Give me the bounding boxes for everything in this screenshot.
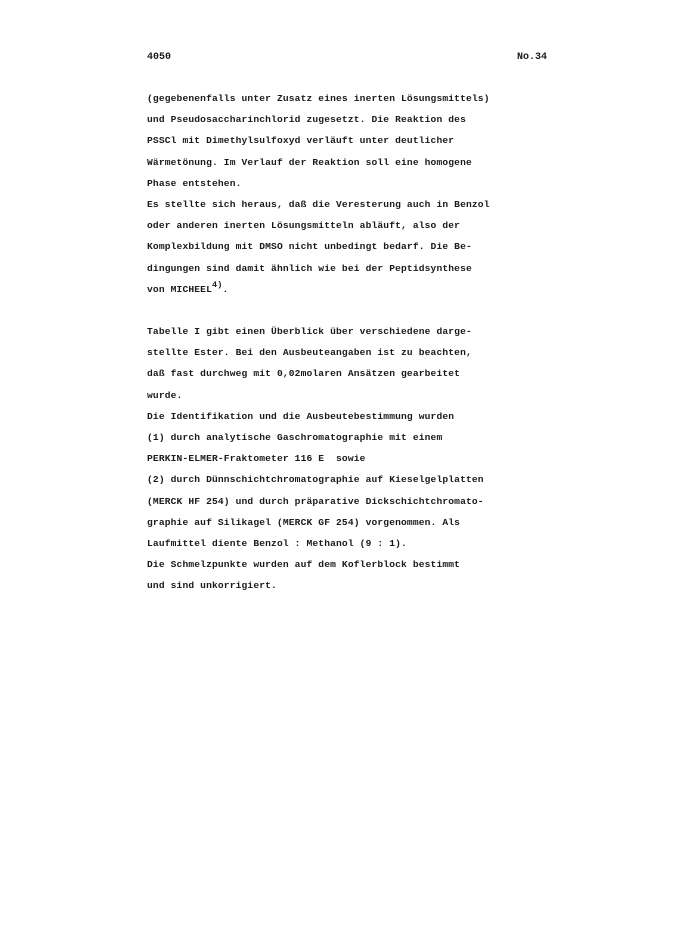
reference-superscript: 4): [211, 279, 223, 290]
text-line: oder anderen inerten Lösungsmitteln abläuft, also der: [147, 220, 461, 232]
page-number: 4050: [147, 52, 172, 63]
text-fragment: von MICHEEL: [147, 283, 212, 295]
text-line: wurde.: [147, 389, 183, 401]
text-line: stellte Ester. Bei den Ausbeuteangaben ist zu beachten,: [147, 347, 472, 359]
text-fragment: .: [222, 283, 229, 295]
text-line-with-reference: [147, 279, 547, 300]
text-line: Es stellte sich heraus, daß die Veresterung auch in Benzol: [147, 198, 490, 210]
paragraph-gap: [147, 300, 547, 321]
text-line: (MERCK HF 254) und durch präparative Dickschichtchromato-: [147, 495, 484, 507]
journal-issue-number: No.34: [516, 52, 547, 63]
text-line: Die Schmelzpunkte wurden auf dem Koflerblock bestimmt: [147, 559, 461, 571]
text-line: (1) durch analytische Gaschromatographie mit einem: [147, 432, 443, 443]
text-line: und sind unkorrigiert.: [147, 580, 277, 592]
text-line: Tabelle I gibt einen Überblick über verschiedene darge-: [147, 326, 472, 338]
text-line: Phase entstehen.: [147, 177, 242, 189]
text-line: Die Identifikation und die Ausbeutebestimmung wurden: [147, 410, 455, 422]
body-text: [147, 88, 547, 597]
text-line: Laufmittel diente Benzol : Methanol (9 : 1).: [147, 537, 407, 549]
text-line: PSSCl mit Dimethylsulfoxyd verläuft unter deutlicher: [147, 135, 455, 147]
text-line: Komplexbildung mit DMSO nicht unbedingt bedarf. Die Be-: [147, 241, 472, 253]
text-line: daß fast durchweg mit 0,02molaren Ansätzen gearbeitet: [147, 368, 461, 380]
text-line: (gegebenenfalls unter Zusatz eines inerten Lösungsmittels): [147, 93, 490, 104]
text-line: PERKIN-ELMER-Fraktometer 116 E sowie: [147, 453, 366, 465]
text-line: graphie auf Silikagel (MERCK GF 254) vorgenommen. Als: [147, 516, 461, 528]
text-line: dingungen sind damit ähnlich wie bei der Peptidsynthese: [147, 262, 472, 274]
text-line: und Pseudosaccharinchlorid zugesetzt. Die Reaktion des: [147, 114, 466, 126]
page-header: [147, 52, 547, 68]
text-line: (2) durch Dünnschichtchromatographie auf Kieselgelplatten: [147, 474, 484, 486]
paragraph-1: [147, 88, 547, 300]
text-line: Wärmetönung. Im Verlauf der Reaktion soll eine homogene: [147, 156, 472, 168]
paragraph-2: [147, 321, 547, 596]
